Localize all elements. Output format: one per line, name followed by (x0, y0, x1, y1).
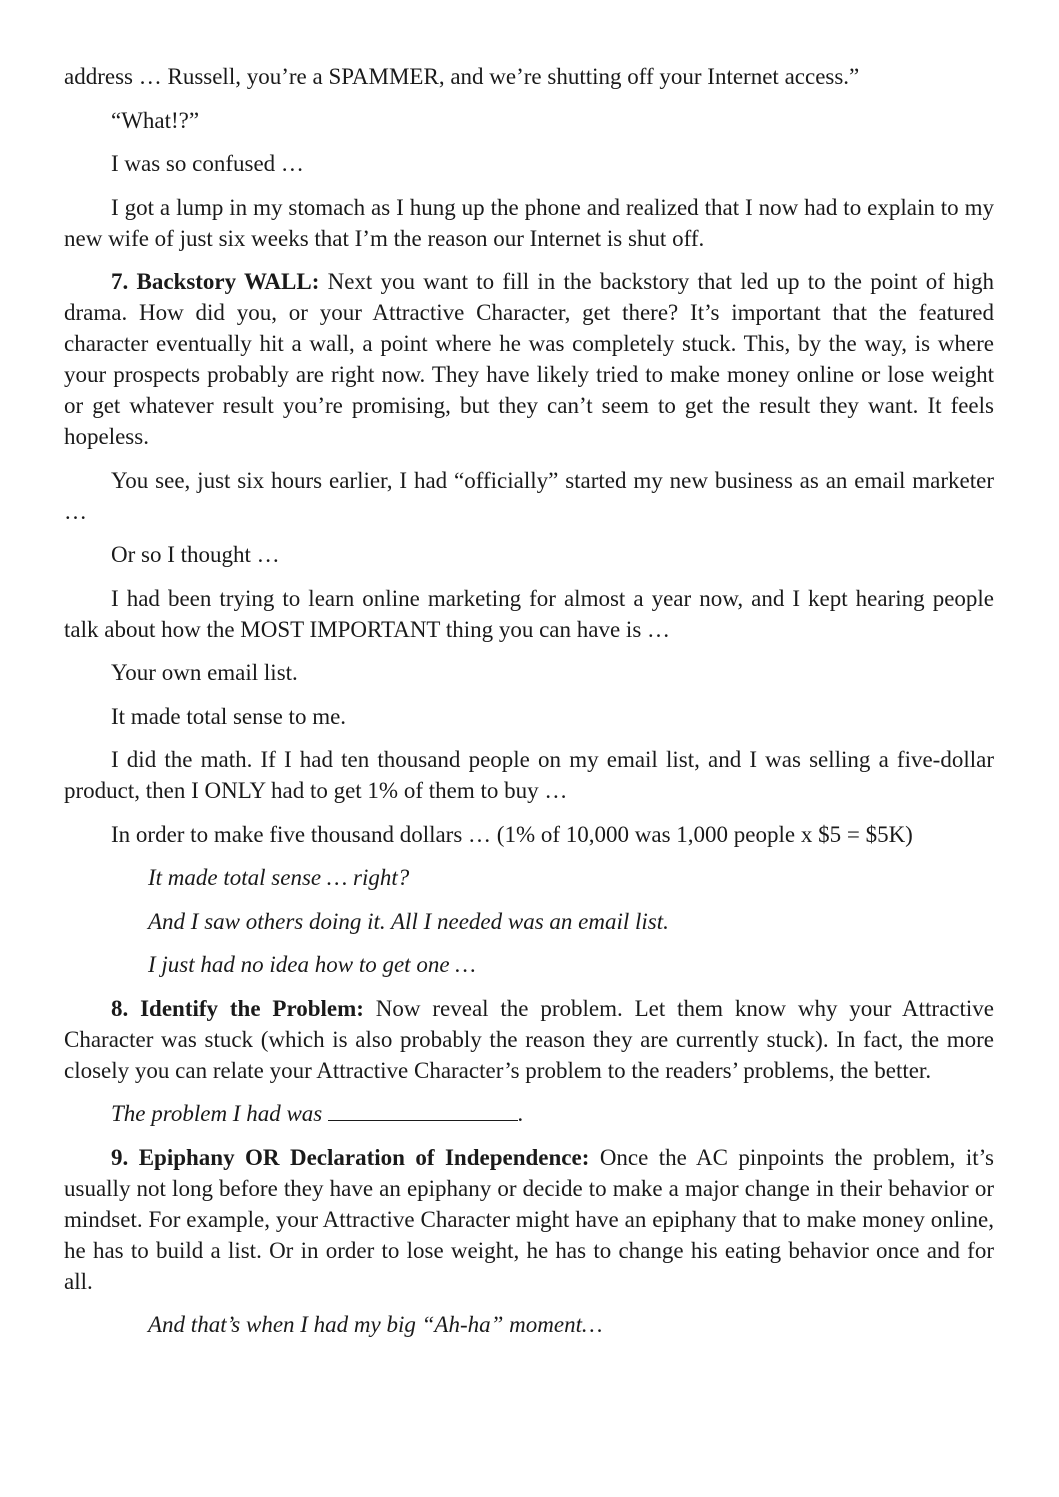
section-heading: 7. Backstory WALL: (111, 269, 320, 294)
section-body: Now reveal the problem. Let them know why your Attractive Character was stuck (which is also probably the reason they are currently stuck). In fact, the more closely you can relate your Attractive Character’s problem to the readers’ problems, the better. (64, 995, 994, 1083)
section-paragraph-epiphany (64, 1142, 994, 1297)
section-paragraph-backstory-wall (64, 266, 994, 452)
paragraph: I got a lump in my stomach as I hung up the phone and realized that I now had to explain to my new wife of just six weeks that I’m the reason our Internet is shut off. (64, 194, 994, 251)
document-page (64, 61, 994, 1353)
fill-in-prompt: The problem I had was (111, 1101, 329, 1126)
italic-quote: And I saw others doing it. All I needed was an email list. (148, 908, 669, 934)
italic-quote: It made total sense … right? (148, 865, 410, 890)
section-paragraph-identify-problem (64, 993, 994, 1086)
italic-quote: I just had no idea how to get one … (148, 952, 476, 977)
section-heading: 8. Identify the Problem: (111, 995, 364, 1021)
section-body: Once the AC pinpoints the problem, it’s usually not long before they have an epiphany or decide to make a major change in their behavior or mindset. For example, your Attractive Character might have an epiphany that to make money online, he has to build a list. Or in order to lose weight, he has to change his eating behavior once and for all. (64, 1144, 994, 1294)
section-heading: 9. Epiphany OR Declaration of Independence: (111, 1144, 590, 1170)
fill-in-blank (328, 1098, 518, 1121)
paragraph: I did the math. If I had ten thousand people on my email list, and I was selling a five-dollar product, then I ONLY had to get 1% of them to buy … (64, 747, 994, 803)
paragraph: In order to make five thousand dollars … (1% of 10,000 was 1,000 people x $5 = $5K) (111, 821, 913, 847)
paragraph: I was so confused … (111, 151, 304, 176)
section-body: Next you want to fill in the backstory that led up to the point of high drama. How did you, or your Attractive Character, get there? It’s important that the featured character eventually hit a wall, a point where he was completely stuck. This, by the way, is where your prospects probably are right now. They have likely tried to make money online or lose weight or get whatever result you’re promising, but they can’t seem to get the result they want. It feels hopeless. (64, 269, 994, 449)
paragraph: It made total sense to me. (111, 703, 347, 729)
paragraph: You see, just six hours earlier, I had “officially” started my new business as an email marketer … (64, 467, 994, 524)
fill-in-line (64, 1098, 994, 1129)
fill-in-period: . (518, 1101, 524, 1126)
italic-quote: And that’s when I had my big “Ah-ha” moment… (148, 1312, 603, 1337)
paragraph: I had been trying to learn online marketing for almost a year now, and I kept hearing people talk about how the MOST IMPORTANT thing you can have is … (64, 585, 994, 642)
paragraph: Your own email list. (111, 660, 298, 685)
paragraph: address … Russell, you’re a SPAMMER, and we’re shutting off your Internet access.” (64, 64, 860, 89)
paragraph: Or so I thought … (111, 542, 280, 567)
paragraph: “What!?” (111, 107, 200, 133)
